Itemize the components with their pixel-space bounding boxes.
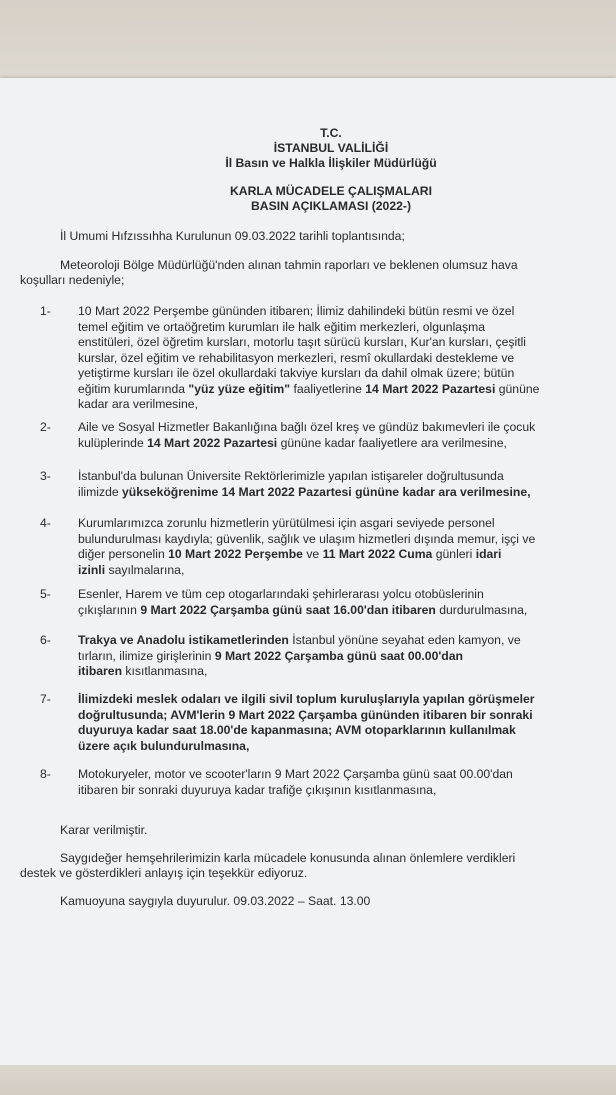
item-number: 8- [40, 767, 51, 781]
item-number: 1- [40, 304, 51, 318]
item-line: Esenler, Harem ve tüm cep otogarlarındaki şehirlerarası yolcu otobüslerinin [78, 587, 484, 601]
item-line: İstanbul'da bulunan Üniversite Rektörlerimizle yapılan istişareler doğrultusunda [78, 469, 504, 483]
item-body [78, 767, 598, 798]
bold-span: 9 Mart 2022 Çarşamba günü saat 00.00'dan [214, 648, 463, 663]
closing-karar: Karar verilmiştir. [60, 823, 148, 837]
text-span: gününe kadar faaliyetlere ara verilmesine, [277, 435, 507, 450]
item-line: Motokuryeler, motor ve scooter'ların 9 Mart 2022 Çarşamba günü saat 00.00'dan [78, 767, 513, 781]
item-body [78, 469, 598, 500]
item-body [78, 692, 598, 754]
item-line [78, 485, 598, 501]
item-line [78, 382, 598, 398]
item-line: yetiştirme kursları ile özel okullardaki takviye kursları da dahil olmak üzere; bütün [78, 366, 515, 380]
item-body [78, 420, 598, 451]
text-span: ve [302, 547, 323, 561]
bold-span: "yüz yüze eğitim" [188, 381, 291, 396]
text-span: sayılmalarına, [105, 562, 185, 577]
text-span: durdurulmasına, [435, 602, 528, 617]
bold-span: izinli [78, 562, 106, 577]
text-span: kısıtlanmasına, [122, 664, 208, 678]
item-line: enstitüleri, özel öğretim kursları, motorlu taşıt sürücü kursları, Kur'an kursları, çeşitli [78, 335, 526, 349]
document-header [23, 126, 616, 171]
text-span: diğer personelin [78, 547, 169, 561]
item-line: bulundurulması kaydıyla; güvenlik, sağlık ve ulaşım hizmetleri dışında memur, işçi ve [78, 531, 536, 546]
header-valilik: İSTANBUL VALİLİĞİ [273, 141, 389, 155]
header-mudurluk: İl Basın ve Halkla İlişkiler Müdürlüğü [225, 156, 437, 170]
text-span: çıkışlarının [78, 602, 141, 617]
text-span: tırların, ilimize girişlerinin [78, 648, 215, 663]
closing-announce: Kamuoyuna saygıyla duyurulur. 09.03.2022 – Saat. 13.00 [60, 894, 371, 908]
bold-span: 14 Mart 2022 Pazartesi [147, 435, 278, 450]
item-line: doğrultusunda; AVM'lerin 9 Mart 2022 Çarşamba gününden itibaren bir sonraki [78, 707, 533, 722]
item-number: 7- [40, 692, 51, 706]
intro-reason-l1: Meteoroloji Bölge Müdürlüğü'nden alınan tahmin raporları ve beklenen olumsuz hava [60, 258, 518, 272]
text-span: eğitim kurumlarında [78, 381, 189, 396]
background-top [0, 0, 616, 78]
item-line: duyuruya kadar saat 18.00'de kapanmasına; AVM otoparklarının kullanılmak [78, 723, 516, 737]
item-line: üzere açık bulundurulmasına, [78, 738, 250, 753]
bold-span: 9 Mart 2022 Çarşamba günü saat 16.00'dan itibaren [140, 602, 436, 617]
item-line [78, 563, 598, 579]
item-line [78, 603, 598, 619]
text-span: faaliyetlerine [290, 381, 366, 396]
text-span: İstanbul yönüne seyahat eden kamyon, ve [288, 633, 521, 647]
text-span: kulüplerinde [78, 435, 148, 450]
text-span: günleri [432, 547, 476, 561]
item-body [78, 516, 598, 578]
item-line: temel eğitim ve ortaöğretim kurumları ile halk eğitim merkezleri, olgunlaşma [78, 319, 486, 334]
item-line [78, 436, 598, 452]
closing-thanks-l1: Saygıdeğer hemşehrilerimizin karla mücadele konusunda alınan önlemlere verdikleri [60, 851, 516, 865]
bold-span: yükseköğrenime 14 Mart 2022 Pazartesi gününe kadar ara verilmesine, [122, 484, 531, 499]
item-line [78, 633, 598, 649]
item-number: 3- [40, 469, 51, 483]
item-body [78, 304, 598, 413]
item-line [78, 649, 598, 665]
item-body [78, 587, 598, 618]
closing-thanks-l2: destek ve gösterdikleri anlayış için teşekkür ediyoruz. [20, 866, 308, 880]
text-span: gününe [495, 381, 540, 396]
bold-span: idari [475, 547, 502, 561]
bold-span: 11 Mart 2022 Cuma [322, 547, 433, 561]
item-line: İlimizdeki meslek odaları ve ilgili sivil toplum kuruluşlarıyla yapılan görüşmeler [78, 692, 535, 706]
document-title [23, 184, 616, 214]
background-bottom [0, 1065, 616, 1095]
item-line: Kurumlarımızca zorunlu hizmetlerin yürütülmesi için asgari seviyede personel [78, 516, 495, 530]
item-line: 10 Mart 2022 Perşembe gününden itibaren; İlimiz dahilindeki bütün resmi ve özel [78, 304, 515, 318]
item-number: 5- [40, 587, 51, 601]
item-line [78, 547, 598, 563]
bold-span: 10 Mart 2022 Perşembe [168, 547, 303, 561]
title-line: KARLA MÜCADELE ÇALIŞMALARI [230, 184, 432, 198]
item-number: 4- [40, 516, 51, 530]
intro-reason-l2: koşulları nedeniyle; [20, 273, 125, 287]
item-line: kurslar, özel eğitim ve rehabilitasyon merkezleri, resmî okullardaki destekleme ve [78, 350, 515, 365]
text-span: ilimizde [78, 484, 123, 499]
subtitle-line: BASIN AÇIKLAMASI (2022-) [250, 199, 412, 213]
item-number: 2- [40, 420, 51, 434]
bold-span: Trakya ve Anadolu istikametlerinden [78, 633, 289, 647]
item-line: itibaren bir sonraki duyuruya kadar trafiğe çıkışının kısıtlanmasına, [78, 782, 437, 797]
bold-span: itibaren [78, 664, 123, 678]
intro-meeting: İl Umumi Hıfzıssıhha Kurulunun 09.03.2022 tarihli toplantısında; [60, 229, 405, 243]
bold-span: 14 Mart 2022 Pazartesi [365, 381, 496, 396]
item-body [78, 633, 598, 680]
item-line: kadar ara verilmesine, [78, 397, 198, 411]
item-line: Aile ve Sosyal Hizmetler Bakanlığına bağlı özel kreş ve gündüz bakımevleri ile çocuk [78, 420, 536, 434]
item-number: 6- [40, 633, 51, 647]
item-line [78, 664, 598, 680]
header-tc: T.C. [320, 126, 342, 140]
